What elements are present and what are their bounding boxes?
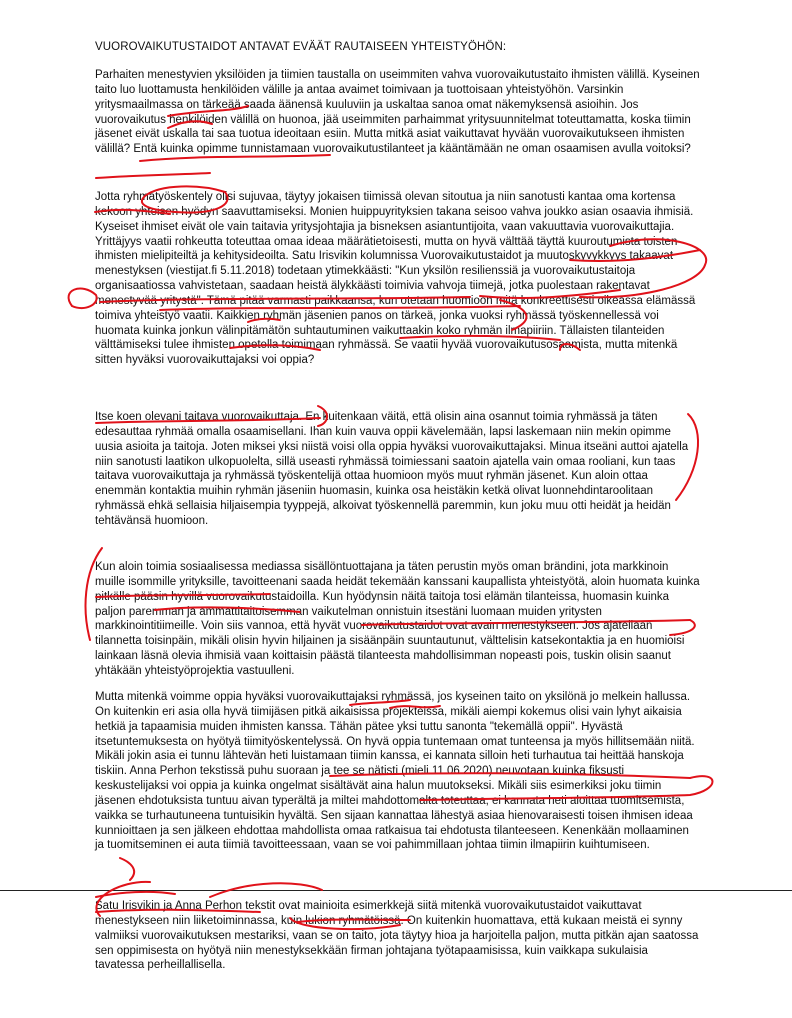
page-break-line xyxy=(0,890,792,891)
paragraph-3 xyxy=(95,410,700,529)
paragraph-text: Itse koen olevani taitava vuorovaikuttaja. En kuitenkaan väitä, että olisin aina osannut toimia ryhmässä ja täten edesauttaa ryhmää omalla osaamisellani. Ihan kuin vauva oppii kävelemään, lapsi laskemaan niin mekin opimme uusia asioita ja taitoja. Joten miksei yksi niistä voisi olla oppia hyväksi vuorovaikuttajaksi. Minua itseäni auttoi ajatella niin sanotusti laatikon ulkopuolelta, sillä useasti ryhmässä toimiessani saatoin ajatella vain omaa rooliani, kun taas taitava vuorovaikuttaja ja ryhmässä työskentelijä ottaa huomioon myös muut ryhmän jäsenet. Kun aloin ottaa enemmän kontaktia muihin ryhmän jäseniin huomasin, kuinka osa heistäkin ketkä olivat luonnehdintaroolitaan ryhmässä ehkä sellaisia hiljaisempia tyyppejä, alkoivat työskennellä paremmin, kun joku muu otti heidät ja heidän tehtävänsä huomioon. xyxy=(95,411,689,527)
paragraph-4 xyxy=(95,560,700,679)
paragraph-text: Satu Irisvikin ja Anna Perhon tekstit ovat mainioita esimerkkejä siitä mitenkä vuorovaikutustaidot vaikuttavat menestykseen niin liiketoiminnassa, kuin lukion ryhmätöissä. On kuitenkin huomattava, että kukaan meistä ei synny valmiiksi vuorovaikutuksen mestariksi, vaan se on taito, jota täytyy hioa ja harjoitella paljon, mutta pitkän ajan saatossa sen oppimisesta on hyötyä niin menestyksekkään firman johtajana työtapaamisissa, kuin vaikkapa sukulaisia tavatessa perheillallisella. xyxy=(95,900,699,972)
paragraph-2 xyxy=(95,190,700,368)
red-underline xyxy=(96,173,210,178)
red-underline xyxy=(96,892,175,897)
paragraph-text: Kun aloin toimia sosiaalisessa mediassa sisällöntuottajana ja täten perustin myös oman brändini, jota markkinoin muille isommille yrityksille, tavoitteenani saada heidät tekemään kanssani kaupallista yhteistyötä, aloin huomata kuinka pitkälle pääsin hyvillä vuorovaikutustaidoilla. Kun hyödynsin näitä taitoja tosi elämän tilanteissa, huomasin kuinka paljon paremman ja ammattitaitoisemman vaikutelman onnistuin itsestäni luomaan muiden yritysten markkinointitiimeille. Voin siis vannoa, että hyvät vuorovaikutustaidot ovat avain menestykseen. Jos ajatellaan tilannetta toisinpäin, mikäli olisin hyvin hiljainen ja sisäänpäin suuntautunut, välttelisin katsekontaktia ja en huomioisi lainkaan läsnä olevia ihmisiä vaan koittaisin päästä tilanteesta mahdollisimman nopeasti pois, tuskin olisin saanut yhtäkään yhteistyöprojektia vastuulleni. xyxy=(95,561,700,677)
paragraph-text: Jotta ryhmätyöskentely olisi sujuvaa, täytyy jokaisen tiimissä olevan sitoutua ja niin sanotusti kantaa oma kortensa kekoon yhteisen hyödyn saavuttamiseksi. Monien huippuyrityksien takana seisoo vahva joukko asian osaavia ihmisiä. Kyseiset ihmiset eivät ole vain taitavia yritysjohtajia ja bisneksen asiantuntijoita, vaan vakuuttavia vuorovaikuttajia. Yrittäjyys vaatii rohkeutta toteuttaa omaa ideaa määrätietoisesti, mutta on hyvä välttää täyttä kuuroutumista toisten ihmisten mielipiteiltä ja kehitysideoilta. Satu Irisvikin kolumnissa Vuorovaikutustaidot ja muutoskyvykkyys takaavat menestyksen (viestijat.fi 5.11.2018) todetaan ytimekkäästi: "Kun yksilön resilienssiä ja vuorovaikutustaitoja organisaatiossa vahvistetaan, saadaan heistä älykkäästi toimivia vahvoja tiimejä, jotka puolestaan rakentavat menestyvää yritystä". Tämä pitää varmasti paikkaansa, kun otetaan huomioon mitä konkreettisesti oikeassa elämässä toimiva yhteistyö vaatii. Kaikkien ryhmän jäsenien panos on tärkeä, jonka vuoksi ryhmässä työskennellessä voi huomata kuinka jonkun välinpitämätön suhtautuminen vaikuttaakin koko ryhmän ilmapiiriin. Tällaisten tilanteiden välttämiseksi tulee ihmisten opetella toimimaan ryhmässä. Se vaatii hyvää vuorovaikutusosaamista, mutta mitenkä sitten hyväksi vuorovaikuttajaksi voi oppia? xyxy=(95,191,696,367)
paragraph-6 xyxy=(95,899,700,973)
paragraph-text: Mutta mitenkä voimme oppia hyväksi vuorovaikuttajaksi ryhmässä, jos kyseinen taito on yksilönä jo melkein hallussa. On kuitenkin eri asia olla hyvä tiimijäsen pitkä aikaisissa projekteissa, mikäli aiempi kokemus olisi vain lyhyt aikaisia hetkiä ja tapaamisia muiden ihmisten kanssa. Tähän pätee yksi tuttu sanonta "tekemällä oppii". Hyvästä itsetuntemuksesta on hyötyä tiimityöskentelyssä. On hyvä oppia tuntemaan omat tunteensa ja myös hillitsemään niitä. Mikäli jokin asia ei tunnu lähtevän heti luistamaan tiimin kanssa, ei kannata silloin heti turhautua tai heittää hanskoja tiskiin. Anna Perhon tekstissä puhu suoraan ja tee se nätisti (mieli 11.06.2020) neuvotaan kuinka fiksusti keskustelijaksi voi oppia ja kuinka ongelmat sisältävät aina halun muutokseksi. Mikäli siis esimerkiksi joku tiimin jäsenen ehdotuksista tuntuu aivan typerältä ja miltei mahdottomalta toteuttaa, ei kannata heti aloittaa tuomitsemista, vaikka se turhautuneena tuntuisikin hyvältä. Sen sijaan kannattaa lähestyä asiaa hienovaraisesti toisen ihmisen ideaa kunnioittaen ja sen jälkeen ehdottaa mahdollista omaa ratkaisua tai ehdotusta tilanteeseen. Kenenkään mollaaminen ja tuomitseminen ei auta tiimiä tavoitteessaan, vaan se voi pahimmillaan johtaa tiimin ilmapiirin kuihtumiseen. xyxy=(95,691,695,852)
paragraph-1 xyxy=(95,68,700,157)
paragraph-text: Parhaiten menestyvien yksilöiden ja tiimien taustalla on useimmiten vahva vuorovaikutustaito ihmisten välillä. Kyseinen taito luo luottamusta henkilöiden välille ja antaa avaimet toimivaan ja tuottoisaan yhteistyöhön. Varsinkin yritysmaailmassa on tärkeää saada äänensä kuuluviin ja uskaltaa sanoa omat näkemyksensä asioihin. Jos vuorovaikutus henkilöiden välillä on huonoa, jää useimmiten parhaimmat yritysuunnitelmat toteuttamatta, koska tiimin jäsenet eivät uskalla tai saa tuotua ideoitaan esiin. Mutta mitkä asiat vaikuttavat hyvään vuorovaikutukseen ihmisten välillä? Entä kuinka opimme tunnistamaan vuorovaikutustilanteet ja kääntämään ne oman osaamisen avulla voitoksi? xyxy=(95,69,700,156)
paragraph-5 xyxy=(95,690,700,853)
document-title: VUOROVAIKUTUSTAIDOT ANTAVAT EVÄÄT RAUTAISEEN YHTEISTYÖHÖN: xyxy=(95,41,507,53)
red-underline xyxy=(120,858,134,880)
red-circle xyxy=(69,289,97,309)
